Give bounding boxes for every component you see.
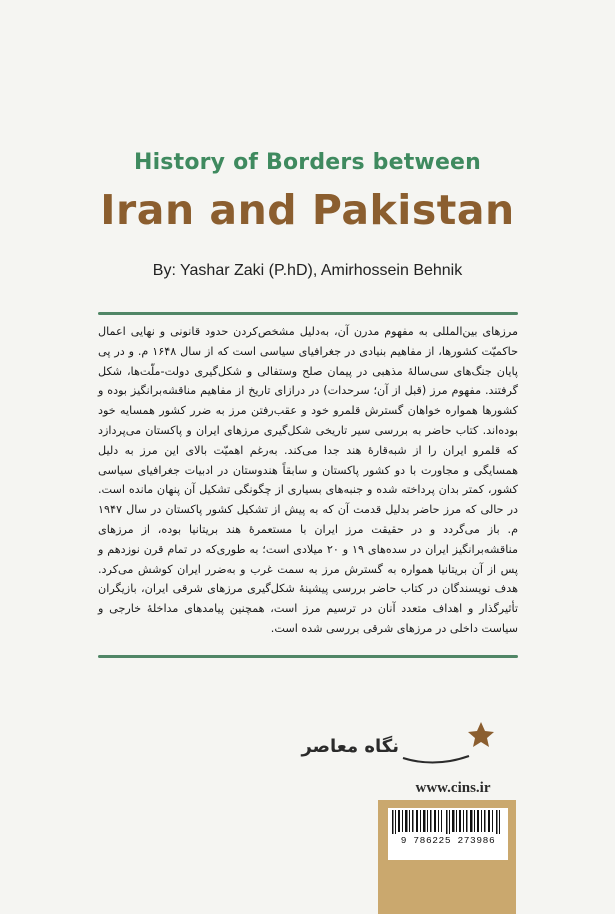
- publisher-website: www.cins.ir: [415, 780, 491, 796]
- barcode-icon: [392, 810, 504, 834]
- isbn-number: 9 786225 273986: [388, 834, 508, 848]
- authors-line: By: Yashar Zaki (P.hD), Amirhossein Behnik: [152, 262, 463, 279]
- top-divider: [98, 312, 518, 315]
- publisher-logo-text: نگاه معاصر: [301, 736, 399, 757]
- title-line-1: History of Borders between: [133, 150, 482, 175]
- bottom-divider: [98, 655, 518, 658]
- title-line-2: Iran and Pakistan: [100, 186, 515, 234]
- synopsis-text: مرزهای بین‌المللی به مفهوم مدرن آن، به‌دلیل مشخص‌کردن حدود قانونی و نهایی اعمال حاکمیّت کشورها، از مفاهیم بنیادی در جغرافیای سیاسی است که از سال ۱۶۴۸ م. و در پی پایان جنگ‌های سی‌سالهٔ مذهبی در پیمان صلح وستفالی و شکل‌گیری دولت-ملّت‌ها، شکل گرفتند. مفهوم مرز (قبل از آن؛ سرحدات) در درازای تاریخ از مفاهیم مناقشه‌برانگیز بوده و کشورها همواره خواهان گسترش قلمرو خود و عقب‌رفتن مرز به ضرر کشور همسایه خود بوده‌اند. کتاب حاضر به بررسی سیر تاریخی شکل‌گیری مرزهای ایران و پاکستان می‌پردازد که قلمرو ایران را از شبه‌قارهٔ هند جدا می‌کند. به‌رغم اهمیّت بالای این مرز به دلیل همسایگی و مجاورت با دو کشور پاکستان و سابقاً هندوستان در ادبیات جغرافیای سیاسی کشور، کمتر بدان پرداخته شده و جنبه‌های بسیاری از چگونگی تشکیل آن پنهان مانده است. در حالی که مرز حاضر بدلیل قدمت آن که به پیش از تشکیل کشور پاکستان در سال ۱۹۴۷ م. باز می‌گردد و در حقیقت مرز ایران با مستعمرهٔ هند بریتانیا بوده، از مرزهای مناقشه‌برانگیز ایران در سده‌های ۱۹ و ۲۰ میلادی است؛ به طوری‌که در تمام قرن نوزدهم و پس از آن بریتانیا همواره به گسترش مرز به سمت غرب و به‌ضرر ایران کوشش می‌کرد. هدف نویسندگان در کتاب حاضر بررسی پیشینهٔ شکل‌گیری مرزهای شرقی ایران، بازیگران تأثیرگذار و اهداف متعدد آنان در ترسیم مرز است، همچنین پیامدهای مداخلهٔ خارجی و سیاست داخلی در مرزهای شرقی بررسی شده است.: [98, 325, 519, 635]
- publisher-logo-icon: [301, 712, 495, 776]
